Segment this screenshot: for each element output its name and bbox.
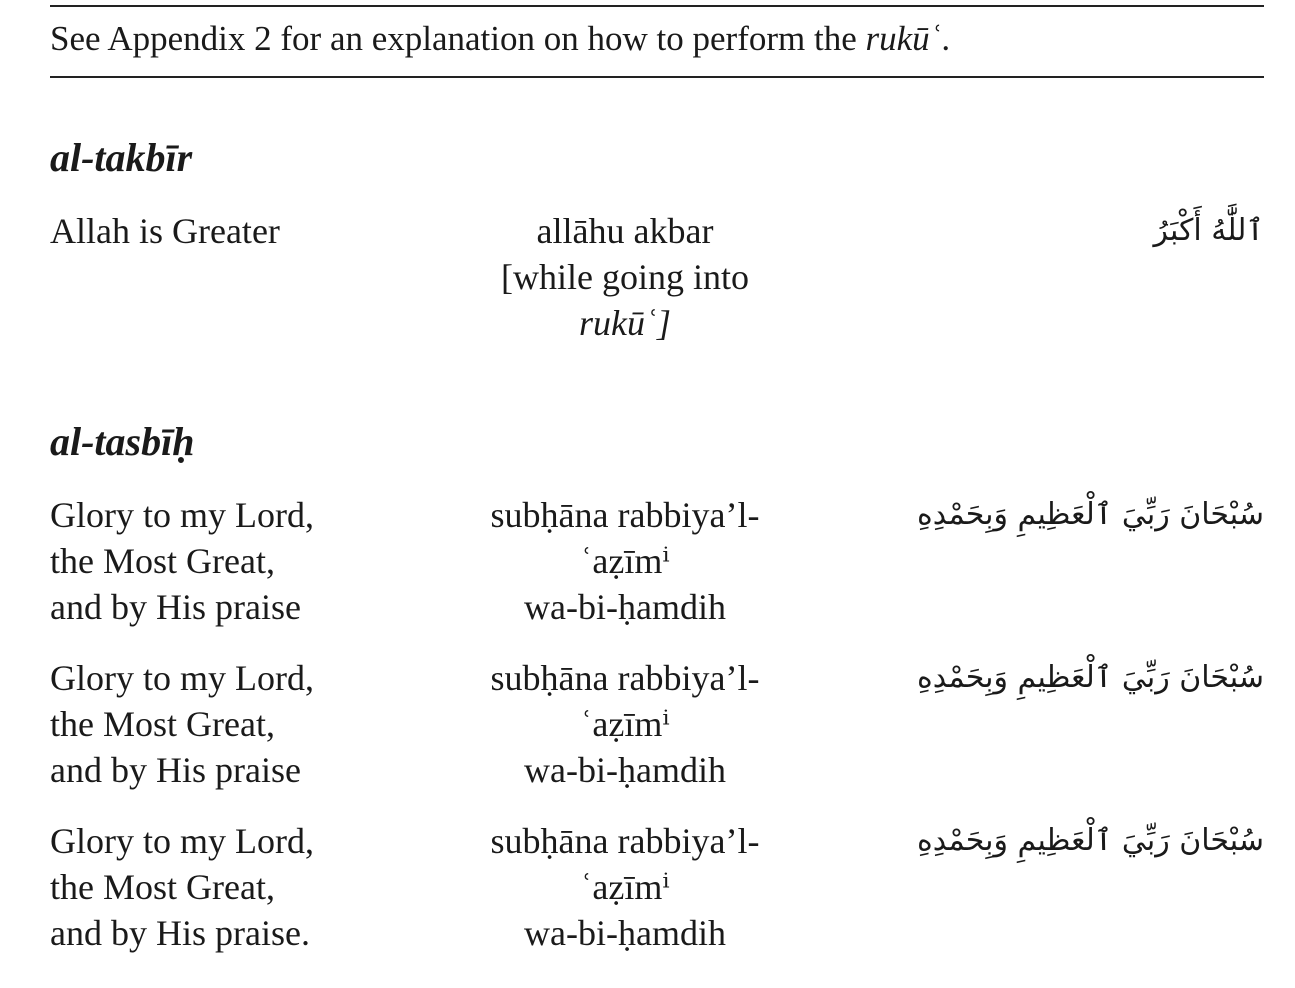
translit-line: subḥāna rabbiya’l- [490, 495, 760, 535]
translit-line: wa-bi-ḥamdih [524, 913, 726, 953]
transliteration [460, 818, 790, 956]
english-line: the Most Great, [50, 867, 275, 907]
translit-line: wa-bi-ḥamdih [524, 587, 726, 627]
appendix-note [50, 16, 950, 62]
note-text: See Appendix 2 for an explanation on how to perform the [50, 19, 866, 58]
section-heading-tasbih: al-tasbīḥ [50, 419, 195, 464]
translit-line: allāhu akbar [536, 211, 714, 251]
section-heading-takbir: al-takbīr [50, 135, 193, 180]
translit-line: [while going into [501, 257, 749, 297]
translit-line: subḥāna rabbiya’l- [490, 821, 760, 861]
english-line: Glory to my Lord, [50, 821, 314, 861]
note-end: . [941, 19, 951, 58]
arabic-text: سُبْحَانَ رَبِّيَ ٱلْعَظِيمِ وَبِحَمْدِهِ [916, 497, 1264, 532]
translit-line: ʿaẓīmⁱ [580, 867, 670, 907]
english-text [50, 818, 410, 956]
english-line: the Most Great, [50, 704, 275, 744]
top-rule [50, 5, 1264, 7]
translit-line: subḥāna rabbiya’l- [490, 658, 760, 698]
english-line: the Most Great, [50, 541, 275, 581]
english-text [50, 208, 410, 254]
english-text [50, 492, 410, 630]
english-line: and by His praise [50, 587, 301, 627]
translit-line: rukūʿ] [579, 303, 671, 343]
translit-line: ʿaẓīmⁱ [580, 704, 670, 744]
english-line: and by His praise [50, 750, 301, 790]
translit-line: ʿaẓīmⁱ [580, 541, 670, 581]
note-term: rukūʿ [865, 19, 942, 58]
translit-line: wa-bi-ḥamdih [524, 750, 726, 790]
transliteration [460, 208, 790, 346]
bottom-rule [50, 76, 1264, 78]
transliteration [460, 655, 790, 793]
transliteration [460, 492, 790, 630]
document-page [50, 0, 1264, 988]
arabic-text: سُبْحَانَ رَبِّيَ ٱلْعَظِيمِ وَبِحَمْدِهِ [916, 660, 1264, 695]
arabic-text: ٱللَّٰهُ أَكْبَرُ [1153, 213, 1264, 248]
english-line: Glory to my Lord, [50, 658, 314, 698]
english-line: Glory to my Lord, [50, 495, 314, 535]
english-line: Allah is Greater [50, 211, 280, 251]
english-text [50, 655, 410, 793]
arabic-text: سُبْحَانَ رَبِّيَ ٱلْعَظِيمِ وَبِحَمْدِهِ [916, 823, 1264, 858]
english-line: and by His praise. [50, 913, 310, 953]
